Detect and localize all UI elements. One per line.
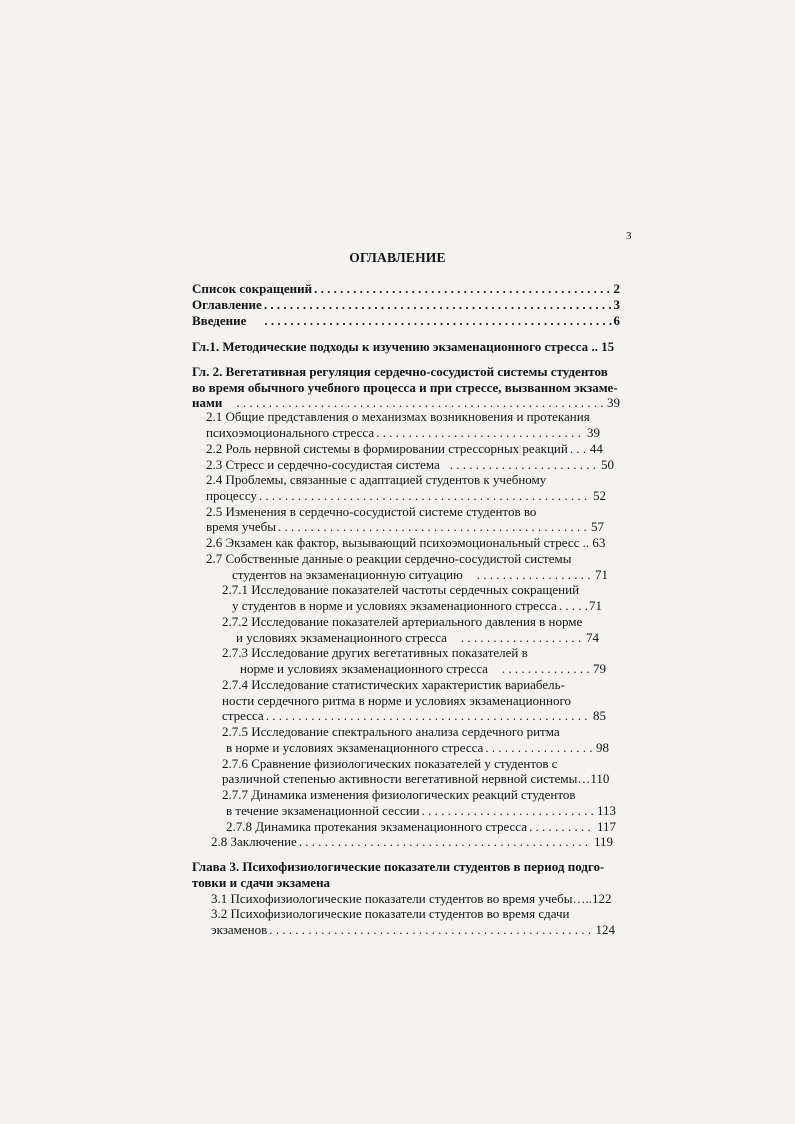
toc-entry-chapter-2: во время обычного учебного процесса и при стрессе, вызванном экзаме- <box>192 380 618 395</box>
toc-entry: 2.6 Экзамен как фактор, вызывающий психоэмоциональный стресс .. 63 <box>206 535 606 550</box>
toc-entry: 2.7 Собственные данные о реакции сердечно-сосудистой системы <box>206 551 572 566</box>
toc-entry: в течение экзаменационной сессии . . . 113 <box>226 803 616 819</box>
toc-entry: и условиях экзаменационного стресса . . . 74 <box>236 630 599 646</box>
toc-entry: 2.3 Стресс и сердечно-сосудистая система . . . 50 <box>206 457 614 473</box>
toc-entry: 2.4 Проблемы, связанные с адаптацией студентов к учебному <box>206 472 547 487</box>
toc-entry: 3.2 Психофизиологические показатели студентов во время сдачи <box>211 906 570 921</box>
toc-entry: психоэмоционального стресса . . . 39 <box>206 425 600 441</box>
toc-entry: 2.8 Заключение . . . 119 <box>211 834 613 850</box>
toc-entry: у студентов в норме и условиях экзаменационного стресса . . . 71 <box>232 598 602 614</box>
toc-entry-chapter-1: Гл.1. Методические подходы к изучению экзаменационного стресса .. 15 <box>192 339 615 354</box>
toc-entry: 2.1 Общие представления о механизмах возникновения и протекания <box>206 409 590 424</box>
page-title: ОГЛАВЛЕНИЕ <box>349 250 446 265</box>
toc-entry: Оглавление . . . 3 <box>192 297 620 313</box>
toc-entry: в норме и условиях экзаменационного стресса . . . 98 <box>226 740 609 756</box>
toc-entry-chapter-2: Гл. 2. Вегетативная регуляция сердечно-сосудистой системы студентов <box>192 364 608 379</box>
toc-entry: 2.7.4 Исследование статистических характеристик вариабель- <box>222 677 565 692</box>
toc-entry-chapter-3: Глава 3. Психофизиологические показатели студентов в период подго- <box>192 859 605 874</box>
toc-entry: 2.7.6 Сравнение физиологических показателей у студентов с <box>222 756 558 771</box>
toc-entry-chapter-2: нами . . . 39 <box>192 395 620 411</box>
toc-entry: студентов на экзаменационную ситуацию . . . 71 <box>232 567 608 583</box>
toc-entry: 2.2 Роль нервной системы в формировании стрессорных реакций . . . 44 <box>206 441 606 457</box>
toc-entry: различной степенью активности вегетативной нервной системы…110 <box>222 771 610 786</box>
toc-entry: 2.7.3 Исследование других вегетативных показателей в <box>222 645 528 660</box>
toc-entry-chapter-3: товки и сдачи экзамена <box>192 875 331 890</box>
toc-entry: экзаменов . . . 124 <box>211 922 615 938</box>
toc-entry: 2.7.1 Исследование показателей частоты сердечных сокращений <box>222 582 580 597</box>
toc-entry: 2.7.2 Исследование показателей артериального давления в норме <box>222 614 583 629</box>
toc-entry: 2.7.7 Динамика изменения физиологических реакций студентов <box>222 787 576 802</box>
toc-entry: 3.1 Психофизиологические показатели студентов во время учебы…..122 <box>211 891 612 906</box>
toc-entry: время учебы . . . 57 <box>206 519 604 535</box>
toc-entry: Список сокращений . . . 2 <box>192 281 620 297</box>
toc-entry: 2.7.5 Исследование спектрального анализа сердечного ритма <box>222 724 560 739</box>
toc-entry: ности сердечного ритма в норме и условиях экзаменационного <box>222 693 571 708</box>
toc-entry: 2.5 Изменения в сердечно-сосудистой системе студентов во <box>206 504 537 519</box>
page-number: 3 <box>626 230 632 242</box>
toc-entry: Введение . . . 6 <box>192 313 620 329</box>
toc-entry: стресса . . . 85 <box>222 708 606 724</box>
toc-entry: процессу . . . 52 <box>206 488 606 504</box>
toc-entry: 2.7.8 Динамика протекания экзаменационного стресса . . . 117 <box>226 819 616 835</box>
toc-entry: норме и условиях экзаменационного стресса . . . 79 <box>240 661 606 677</box>
